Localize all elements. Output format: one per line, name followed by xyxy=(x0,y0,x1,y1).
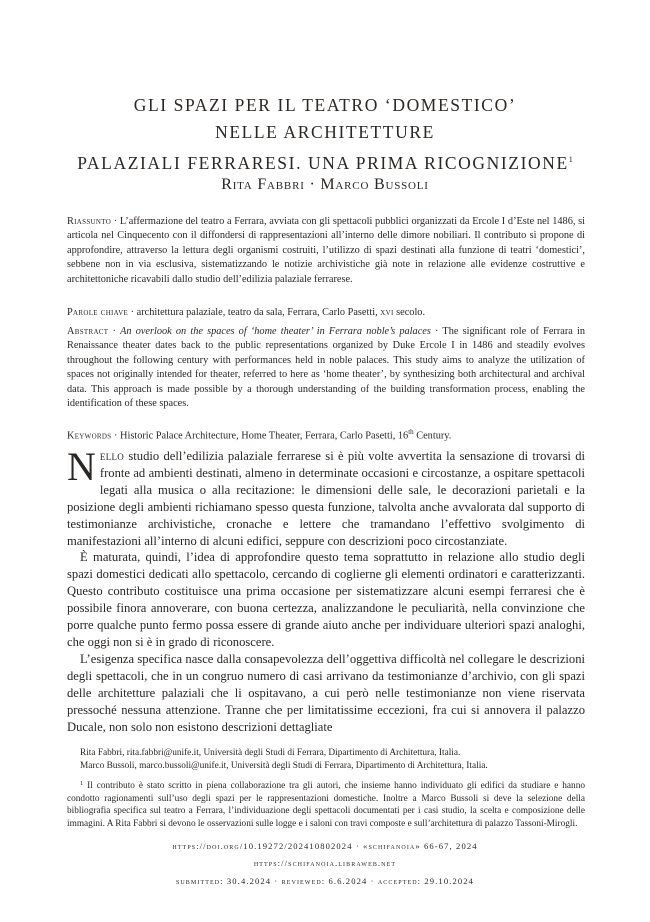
riassunto xyxy=(67,215,585,287)
abstract-label: Abstract xyxy=(67,326,109,337)
paragraph-1 xyxy=(67,444,585,549)
title-footnote-mark[interactable]: 1 xyxy=(568,155,573,164)
footnotes xyxy=(67,747,585,831)
author-affiliation-1: Rita Fabbri, rita.fabbri@unife.it, Università degli Studi di Ferrara, Dipartimento di Architettura, Italia. xyxy=(80,748,461,758)
abstract-title: An overlook on the spaces of ‘home theater’ in Ferrara noble’s palaces xyxy=(120,326,431,337)
url-line[interactable]: https://schifanoia.libraweb.net xyxy=(253,858,397,868)
doi-line[interactable]: https://doi.org/10.19272/202410802024 · «schifanoia» 66-67, 2024 xyxy=(172,841,478,851)
first-word: ello xyxy=(99,449,125,463)
main-text xyxy=(67,444,585,735)
article-authors: Rita Fabbri · Marco Bussoli xyxy=(221,176,429,193)
footnote-1-text: Il contributo è stato scritto in piena collaborazione tra gli autori, che insieme hanno individuato gli edifici da studiare e hanno condotto ragionamenti sull’uso degli spazi per le rappresentazioni domestiche. Inoltre a Marco Bussoli si deve la selezione della bibliografia specifica sul teatro a Ferrara, l’individuazione degli spettacoli documentati per i casi studio, la scelta e composizione delle immagini. A Rita Fabbri si devono le osservazioni sulle logge e i saloni con travi composte e sull’architettura di palazzo Tassoni-Mirogli. xyxy=(67,781,586,829)
riassunto-text: · L’affermazione del teatro a Ferrara, avviata con gli spettacoli pubblici organizzati da Ercole I d’Este nel 1486, si articola nel Cinquecento con il diffondersi di rappresentazioni all’interno delle dimore nobiliari. Il contributo si propone di approfondire, attraverso la lettura degli organismi costruiti, l’utilizzo di spazi destinati alla funzione di teatri ‘domestici’, sebbene non in via esclusiva, sistematizzando le notizie archivistiche già note in relazione alle evidenze costruttive e architettoniche ricavabili dallo studio dell’edilizia palaziale ferrarese. xyxy=(67,216,585,285)
abstract-text: · The significant role of Ferrara in Renaissance theater dates back to the public representations organized by Duke Ercole I in 1486 and steadily evolves throughout the following century with performances held in noble palaces. This study aims to analyze the utilization of spaces not originally intended for theater, referred to here as ‘home theater’, by synthesizing both architectural and archival data. This approach is made possible by a thorough understanding of the building transformation process, enabling the identification of these spaces. xyxy=(67,326,585,410)
paragraph-3: L’esigenza specifica nasce dalla consapevolezza dell’oggettiva difficoltà nel collegare le descrizioni degli spettacoli, che in un congruo numero di casi arrivano da testimonianze d’archivio, con gli spazi delle architetture palaziali che li ospitavano, a cui però nelle testimonianze non viene riservata pressoché nessuna attenzione. Tranne che per limitatissime eccezioni, fra cui si annovera il palazzo Ducale, non solo non esistono descrizioni dettagliate xyxy=(67,651,585,734)
keywords-sup: th xyxy=(408,428,414,436)
article-title xyxy=(40,92,610,177)
footnote-1 xyxy=(67,778,585,830)
parole-chiave-century: xvi xyxy=(380,307,394,318)
keywords-text: · Historic Palace Architecture, Home Theater, Ferrara, Carlo Pasetti, 16 xyxy=(111,430,409,442)
abstract: Abstract · An overlook on the spaces of ‘home theater’ in Ferrara noble’s palaces · The significant role of Ferrara in Renaissance theater dates back to the public representations organized by Duke Ercole I in 1486 and steadily evolves throughout the following century with performances held in noble palaces. This study aims to analyze the utilization of spaces not originally intended for theater, referred to here as ‘home theater’, by synthesizing both architectural and archival data. This approach is made possible by a thorough understanding of the building transformation process, enabling the identification of these spaces. xyxy=(67,326,585,410)
keywords xyxy=(67,425,585,444)
footnote-1-mark: 1 xyxy=(80,780,84,788)
keywords-label: Keywords xyxy=(67,430,112,442)
drop-cap: N xyxy=(67,444,96,489)
paragraph-1-text: studio dell’edilizia palaziale ferrarese si è più volte avvertita la sensazione di trovarsi di fronte ad ambienti destinati, almeno in determinate occasioni e circostanze, a ospitare spettacoli legati alla musica o alla recitazione: le dimensioni delle sale, le decorazioni parietali e la posizione degli ambienti richiamano spesso questa funzione, talvolta anche avvalorata dal supporto di testimonianze archivistiche, cronache e lettere che tramandano l’effettivo svolgimento di manifestazioni all’interno di alcuni edifici, seppure con descrizioni poco circostanziate. xyxy=(67,449,585,548)
title-line-1: GLI SPAZI PER IL TEATRO ‘DOMESTICO’ xyxy=(133,95,517,115)
title-line-3 xyxy=(40,146,610,177)
dates-line: submitted: 30.4.2024 · reviewed: 6.6.2024 · accepted: 29.10.2024 xyxy=(175,876,475,886)
author-affiliation-2: Marco Bussoli, marco.bussoli@unife.it, Università degli Studi di Ferrara, Dipartimento di Architettura, Italia. xyxy=(80,760,488,771)
parole-chiave-suffix: secolo. xyxy=(393,307,426,318)
paragraph-2: È maturata, quindi, l’idea di approfondire questo tema soprattutto in relazione allo studio degli spazi domestici dedicati allo spettacolo, cercando di coglierne gli elementi ordinatori e caratterizzanti. Questo contributo costituisce una prima occasione per sistematizzare alcuni esempi ferraresi che è possibile finora annoverare, con buona certezza, analizzandone le peculiarità, nella convinzione che porre qualche punto fermo possa essere di grande aiuto anche per individuare ulteriori spazi analoghi, che oggi non si è in grado di riconoscere. xyxy=(67,550,585,649)
parole-chiave xyxy=(67,306,585,320)
title-line-3-text: PALAZIALI FERRARESI. UNA PRIMA RICOGNIZIONE xyxy=(77,153,569,173)
parole-chiave-text: · architettura palaziale, teatro da sala, Ferrara, Carlo Pasetti, xyxy=(128,307,381,318)
parole-chiave-label: Parole chiave xyxy=(67,307,129,318)
keywords-suffix: Century. xyxy=(413,430,452,442)
title-line-2: NELLE ARCHITETTURE xyxy=(215,122,435,142)
riassunto-label: Riassunto xyxy=(67,216,112,227)
